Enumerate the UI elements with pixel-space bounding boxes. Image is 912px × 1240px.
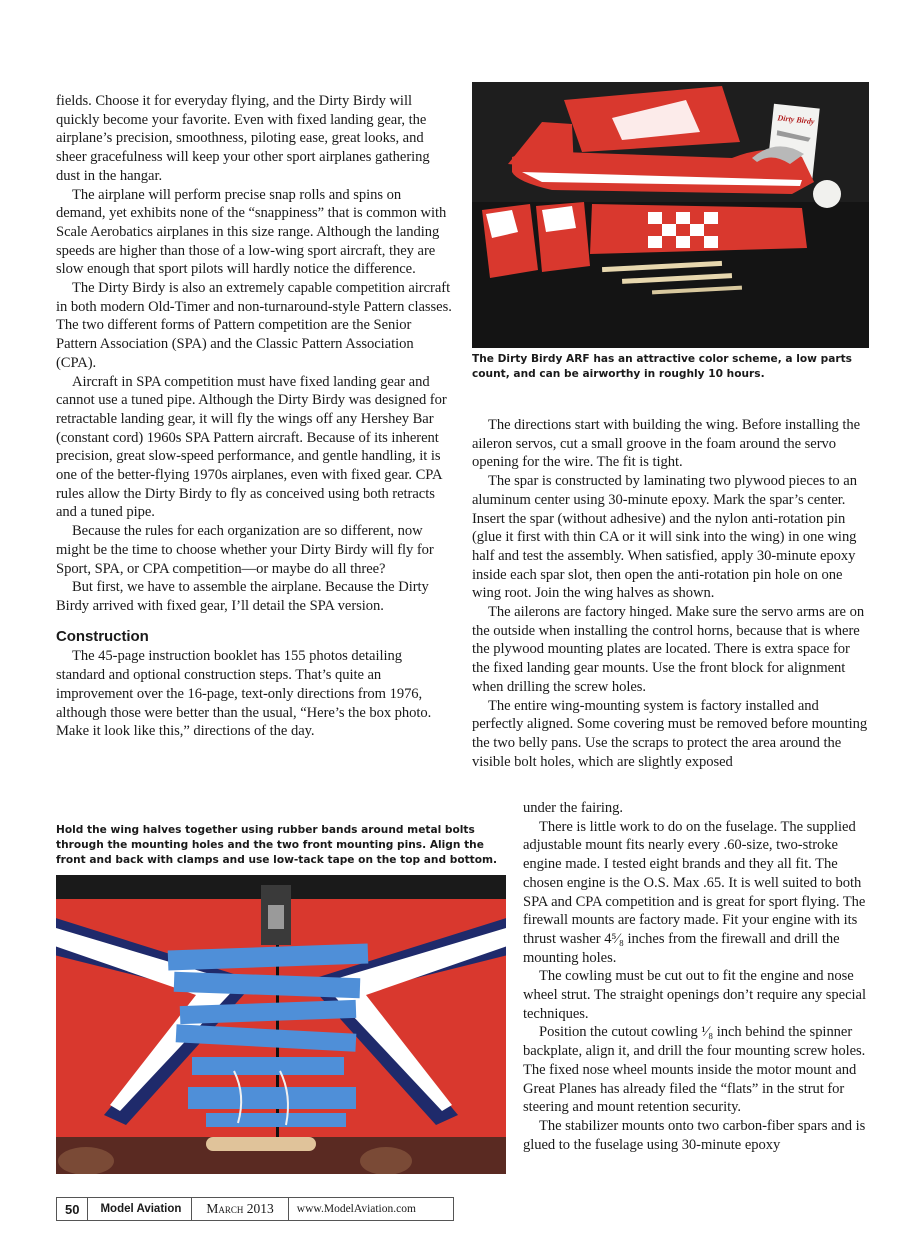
paragraph-text: inches from the firewall and drill the mounting holes. xyxy=(523,930,840,966)
page-number: 50 xyxy=(57,1198,88,1220)
paragraph: fields. Choose it for everyday flying, and the Dirty Birdy will quickly become your favorite. Even with fixed landing gear, the airplane’s precision, smoothness, piloting ease, great looks, and sheer gracefulness will keep your other sport airplanes gathering dust in the hangar. xyxy=(56,93,430,184)
right-column xyxy=(472,416,868,771)
photo-caption: The Dirty Birdy ARF has an attractive color scheme, a low parts count, and can be airworthy in roughly 10 hours. xyxy=(472,353,852,381)
left-column xyxy=(56,92,454,741)
wing-joining-photo xyxy=(56,875,506,1174)
paragraph: Aircraft in SPA competition must have fixed landing gear and cannot use a tuned pipe. Although the Dirty Birdy was designed for retractable landing gear, it will fly the wings off any Hershey Bar (constant cord) 1960s SPA Pattern aircraft. Because of its inherent precision, great slow-speed performance, and gentle handling, it is one of the better-flying 1970s airplanes, even with fixed gear. CPA rules allow the Dirty Birdy to fly as conceived using both retracts and a tuned pipe. xyxy=(56,373,447,521)
paragraph: The directions start with building the wing. Before installing the aileron servos, cut a small groove in the foam around the servo opening for the wire. The fit is tight. xyxy=(472,417,861,471)
paragraph: Because the rules for each organization are so different, now might be the time to choose whether your Dirty Birdy will fly for Sport, SPA, or CPA competition—or maybe do all three? xyxy=(56,523,434,577)
booklet-title: Dirty Birdy xyxy=(777,113,815,127)
paragraph xyxy=(523,1023,868,1117)
paragraph: The spar is constructed by laminating two plywood pieces to an aluminum center using 30-minute epoxy. Mark the spar’s center. Insert the spar (without adhesive) and the nylon anti-rotation pin (glue it first with thin CA or it will sink into the wing) in one wing half and test the assembly. When satisfied, apply 30-minute epoxy inside each spar slot, then open the anti-rotation pin hole on one wing root. Join the wing halves as shown. xyxy=(472,473,857,602)
paragraph: The entire wing-mounting system is factory installed and perfectly aligned. Some covering must be removed before mounting the two belly pans. Use the scraps to protect the area around the visible bolt holes, which are slightly exposed xyxy=(472,697,868,770)
right-column-lower xyxy=(523,799,868,1154)
kit-parts-photo xyxy=(472,82,869,348)
website-url[interactable]: www.ModelAviation.com xyxy=(296,1203,416,1215)
paragraph: The ailerons are factory hinged. Make sure the servo arms are on the outside when installing the control horns, because that is where the plywood mounting plates are located. There is extra space for the fixed landing gear mounts. Use the front block for alignment when drilling the screw holes. xyxy=(472,604,865,695)
paragraph xyxy=(523,818,868,968)
paragraph: The airplane will perform precise snap rolls and spins on demand, yet exhibits none of the “snappiness” that is common with Scale Aerobatics airplanes in this size range. Although the landing speeds are higher than those of a low-wing sport aircraft, they are slow enough that sport pilots will hardly notice the difference. xyxy=(56,186,447,278)
photo-caption: Hold the wing halves together using rubber bands around metal bolts through the mounting holes and the two front mounting pins. Align the front and back with clamps and use low-tack tape on the top and bottom. xyxy=(56,824,498,867)
paragraph-text: inch behind the spinner backplate, align it, and drill the four mounting screw holes. The fixed nose wheel mounts inside the motor mount and Great Planes has already filed the “flats” in the strut for steering and mount retention security. xyxy=(523,1024,866,1116)
paragraph: The stabilizer mounts onto two carbon-fiber spars and is glued to the fuselage using 30-minute epoxy xyxy=(523,1117,866,1153)
issue-date: March 2013 xyxy=(192,1198,288,1220)
paragraph-text: There is little work to do on the fuselage. The supplied adjustable mount fits nearly every .60-size, two-stroke engine made. I tested eight brands and they all fit. The chosen engine is the O.S. Max .65. It is well suited to both SPA and CPA competition and is great for sport flying. The firewall mounts are factory made. Fit your engine with its thrust washer xyxy=(523,818,866,947)
paragraph-text: Position the cutout cowling xyxy=(539,1024,702,1041)
paragraph: The Dirty Birdy is also an extremely capable competition aircraft in both modern Old-Timer and non-turnaround-style Pattern classes. The two different forms of Pattern competition are the Senior Pattern Association (SPA) and the Classic Pattern Association (CPA). xyxy=(56,280,452,371)
paragraph: under the fairing. xyxy=(523,800,624,816)
paragraph: The 45-page instruction booklet has 155 photos detailing standard and optional construction steps. That’s quite an improvement over the 16-page, text-only directions from 1976, although those were better than the usual, “Here’s the box photo. Make it look like this,” directions of the day. xyxy=(56,648,432,740)
fraction: ¹⁄₈ xyxy=(701,1024,714,1041)
paragraph: The cowling must be cut out to fit the engine and nose wheel strut. The straight openings don’t require any special techniques. xyxy=(523,968,866,1022)
paragraph: But first, we have to assemble the airplane. Because the Dirty Birdy arrived with fixed gear, I’ll detail the SPA version. xyxy=(56,579,429,614)
fraction: 4⁵⁄₈ xyxy=(604,930,624,947)
section-heading: Construction xyxy=(56,627,149,645)
magazine-name: Model Aviation xyxy=(88,1198,192,1220)
page-footer xyxy=(56,1197,454,1221)
